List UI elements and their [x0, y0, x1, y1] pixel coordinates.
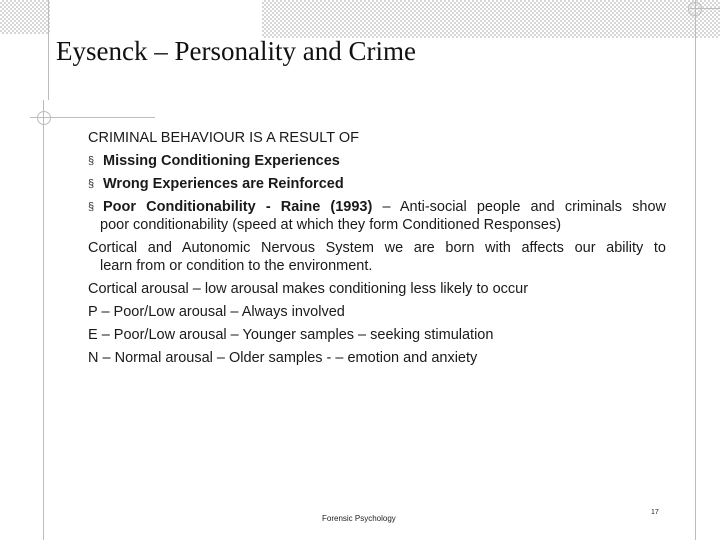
circle-ornament-left	[37, 111, 51, 125]
page-number: 17	[651, 509, 659, 516]
bullet-square-icon: §	[88, 178, 95, 190]
content-heading: CRIMINAL BEHAVIOUR IS A RESULT OF	[88, 130, 359, 146]
bullet-text: Missing Conditioning Experiences	[103, 153, 340, 169]
p-line: P – Poor/Low arousal – Always involved	[88, 304, 345, 320]
n-line: N – Normal arousal – Older samples - – emotion and anxiety	[88, 350, 478, 366]
checker-pattern-left	[0, 0, 50, 34]
bullet-text-bold: Poor Conditionability - Raine (1993)	[103, 199, 373, 215]
slide-title: Eysenck – Personality and Crime	[56, 36, 416, 66]
cortical-line-2: learn from or condition to the environment.	[100, 258, 373, 274]
vertical-rule-left	[43, 100, 44, 540]
vertical-rule-top-left	[48, 0, 49, 100]
slide-content	[88, 127, 666, 370]
bullet-text: Wrong Experiences are Reinforced	[103, 176, 344, 192]
vertical-rule-right	[695, 0, 696, 540]
footer-text: Forensic Psychology	[322, 514, 396, 523]
arousal-line: Cortical arousal – low arousal makes conditioning less likely to occur	[88, 281, 529, 297]
bullet-item-1	[88, 150, 666, 173]
e-line: E – Poor/Low arousal – Younger samples – seeking stimulation	[88, 327, 494, 343]
cortical-line-1: Cortical and Autonomic Nervous System we are born with affects our ability to	[88, 240, 666, 256]
bullet-text-normal: – Anti-social people and criminals show	[372, 199, 666, 215]
bullet-item-3-continuation: poor conditionability (speed at which they form Conditioned Responses)	[100, 217, 562, 233]
bullet-item-3	[88, 196, 666, 219]
checker-pattern-right	[262, 0, 720, 38]
bullet-square-icon: §	[88, 201, 95, 213]
bullet-square-icon: §	[88, 155, 95, 167]
bullet-item-2	[88, 173, 666, 196]
circle-ornament-right	[688, 2, 702, 16]
